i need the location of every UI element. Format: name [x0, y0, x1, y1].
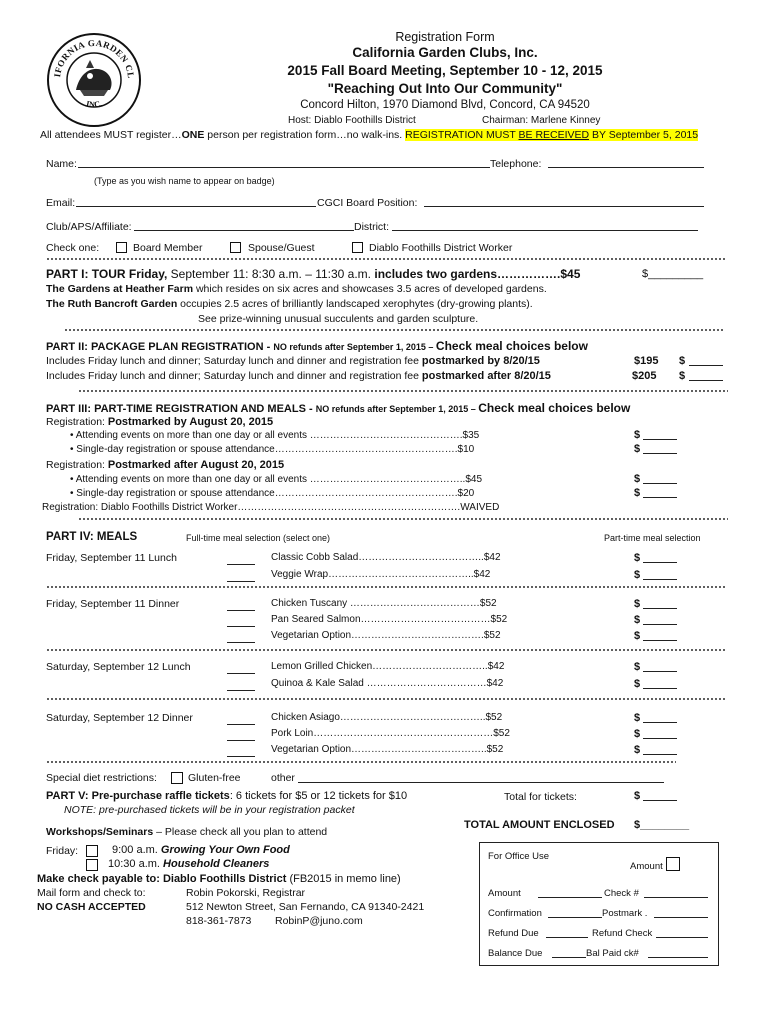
cgci-label: CGCI Board Position: — [317, 197, 418, 209]
meal-amount[interactable] — [643, 571, 677, 580]
package-desc: Includes Friday lunch and dinner; Saturday lunch and dinner and registration fee — [46, 370, 422, 382]
dollar-sign: $ — [634, 744, 641, 756]
dollar-sign: $ — [634, 443, 641, 455]
board-member-checkbox[interactable] — [116, 242, 127, 253]
part2-check-meals: Check meal choices below — [435, 339, 588, 353]
part3-worker: Registration: Diablo Foothills District Worker………………………………………………………….WAIVED — [42, 502, 500, 513]
district-worker-checkbox[interactable] — [352, 242, 363, 253]
part3-reg1 — [46, 416, 273, 428]
part3-amount-2[interactable] — [643, 445, 677, 454]
workshop-2 — [108, 858, 269, 870]
workshops-heading — [46, 826, 327, 838]
name-hint: (Type as you wish name to appear on badge) — [94, 176, 275, 186]
meal-amount[interactable] — [643, 632, 677, 641]
part3-title: PART III: PART-TIME REGISTRATION AND MEALS - — [46, 403, 316, 415]
seal-icon — [46, 32, 142, 128]
workshop-time: 10:30 a.m. — [108, 858, 164, 870]
tickets-amount[interactable] — [643, 792, 677, 801]
part3-reg2-single: • Single-day registration or spouse attendance……………………………………………….$20 — [70, 488, 475, 499]
org-name: California Garden Clubs, Inc. — [352, 45, 538, 60]
cgci-field[interactable] — [424, 197, 704, 207]
workshops-title: Workshops/Seminars — [46, 826, 154, 838]
part4-heading: PART IV: MEALS — [46, 531, 138, 543]
office-postmark-field[interactable] — [654, 908, 708, 918]
meal-item: Chicken Tuscany …………………………………$52 — [271, 598, 497, 609]
part3-reg2 — [46, 459, 284, 471]
separator — [46, 258, 726, 260]
office-refund-check-label: Refund Check — [592, 928, 653, 939]
dollar-sign: $ — [634, 678, 641, 690]
gluten-free-label: Gluten-free — [188, 772, 241, 784]
part2-heading — [46, 339, 588, 353]
dollar-sign: $ — [634, 614, 641, 626]
event-title: 2015 Fall Board Meeting, September 10 - 12, 2015 — [287, 63, 603, 78]
office-bal-paid-label: Bal Paid ck# — [586, 948, 639, 959]
workshop-time: 9:00 a.m. — [112, 844, 161, 856]
mail-label: Mail form and check to: — [37, 887, 146, 899]
dollar-sign: $ — [634, 569, 641, 581]
meal-day: Saturday, September 12 Dinner — [46, 712, 193, 724]
seal-top-text: IFORNIA GARDEN CL — [52, 37, 137, 80]
part1-garden2 — [46, 298, 533, 310]
dollar-sign: $ — [634, 552, 641, 564]
separator — [46, 649, 726, 651]
office-balance-due-field[interactable] — [552, 948, 586, 958]
meal-item: Pan Seared Salmon…………………………………$52 — [271, 614, 508, 625]
other-diet-field[interactable] — [298, 773, 664, 783]
office-amount-label: Amount — [488, 888, 521, 899]
notice-text: All attendees MUST register… — [40, 129, 182, 141]
meal-item: Classic Cobb Salad………………………………..$42 — [271, 552, 501, 563]
part1-title: PART I: TOUR Friday, — [46, 267, 168, 281]
package-row-late — [46, 370, 551, 382]
meal-select[interactable] — [227, 682, 255, 691]
package-early-amount[interactable] — [689, 357, 723, 366]
workshop-name: Growing Your Own Food — [160, 844, 290, 856]
meal-amount[interactable] — [643, 663, 677, 672]
district-field[interactable] — [392, 221, 698, 231]
package-price-late: $205 — [632, 370, 657, 382]
diet-label: Special diet restrictions: — [46, 772, 157, 784]
meal-amount[interactable] — [643, 600, 677, 609]
office-check-field[interactable] — [644, 888, 708, 898]
office-amount-box-label: Amount — [630, 861, 663, 872]
part3-amount-1[interactable] — [643, 431, 677, 440]
district-label: District: — [354, 221, 389, 233]
workshop-1-checkbox[interactable] — [86, 845, 98, 857]
meal-select[interactable] — [227, 732, 255, 741]
part3-reg1-single: • Single-day registration or spouse attendance……………………………………………….$10 — [70, 444, 475, 455]
check-one-label: Check one: — [46, 242, 100, 254]
meal-item: Vegetarian Option…………………………………..$52 — [271, 744, 504, 755]
dollar-sign: $ — [634, 790, 641, 802]
office-refund-check-field[interactable] — [656, 928, 708, 938]
package-desc: Includes Friday lunch and dinner; Saturday lunch and dinner and registration fee — [46, 355, 422, 367]
part5-title: PART V: Pre-purchase raffle tickets — [46, 790, 230, 802]
meal-item: Lemon Grilled Chicken……………………………..$42 — [271, 661, 505, 672]
package-price-early: $195 — [634, 355, 659, 367]
package-dollar: $ — [679, 370, 686, 382]
office-amount-checkbox[interactable] — [666, 857, 680, 871]
office-check-label: Check # — [604, 888, 639, 899]
chairman: Chairman: Marlene Kinney — [482, 115, 601, 126]
district-worker-label: Diablo Foothills District Worker — [369, 242, 513, 254]
telephone-label: Telephone: — [490, 158, 542, 170]
meal-select[interactable] — [227, 748, 255, 757]
seal-logo — [46, 32, 142, 128]
package-postmark: postmarked after 8/20/15 — [421, 370, 551, 382]
package-row-early — [46, 355, 540, 367]
memo-note: (FB2015 in memo line) — [286, 873, 401, 885]
registrar-phone: 818-361-7873 — [186, 915, 252, 927]
meal-select[interactable] — [227, 602, 255, 611]
part1-garden1 — [46, 283, 547, 295]
meal-select[interactable] — [227, 556, 255, 565]
board-member-label: Board Member — [133, 242, 203, 254]
package-late-amount[interactable] — [689, 372, 723, 381]
workshop-name: Household Cleaners — [163, 858, 270, 870]
office-balance-due-label: Balance Due — [488, 948, 543, 959]
part1-heading — [46, 267, 580, 281]
dollar-sign: $ — [634, 598, 641, 610]
email-label: Email: — [46, 197, 76, 209]
seal-bottom-text: INC. — [85, 99, 103, 110]
separator — [78, 390, 728, 392]
package-postmark: postmarked by 8/20/15 — [421, 355, 540, 367]
garden1-name: The Gardens at Heather Farm — [46, 283, 194, 295]
meal-amount[interactable] — [643, 714, 677, 723]
part2-title: PART II: PACKAGE PLAN REGISTRATION - — [46, 341, 274, 353]
single-day-price: Single-day registration or spouse attendance……………………………………………….$10 — [76, 444, 475, 455]
gluten-free-checkbox[interactable] — [171, 772, 183, 784]
meal-item: Pork Loin………………………………………………$52 — [271, 728, 510, 739]
telephone-field[interactable] — [548, 158, 704, 168]
meal-item: Vegetarian Option………………………………….$52 — [271, 630, 501, 641]
email-field[interactable] — [76, 197, 316, 207]
office-use-box — [479, 842, 719, 966]
part2-refund: NO refunds after September 1, 2015 – — [273, 342, 436, 352]
meal-item: Veggie Wrap……………………………………..$42 — [271, 569, 491, 580]
host: Host: Diablo Foothills District — [288, 115, 416, 126]
part1-price: includes two gardens…………….$45 — [374, 267, 581, 281]
separator — [46, 586, 726, 588]
total-amount[interactable]: $________ — [634, 819, 690, 831]
meal-amount[interactable] — [643, 730, 677, 739]
office-bal-paid-field[interactable] — [648, 948, 708, 958]
dollar-sign: $ — [634, 487, 641, 499]
meal-item: Quinoa & Kale Salad ………………………………$42 — [271, 678, 504, 689]
svg-text:INC. — [85, 99, 102, 109]
package-dollar: $ — [679, 355, 686, 367]
meal-day: Friday, September 11 Dinner — [46, 598, 180, 610]
payable-to — [37, 873, 401, 885]
separator — [46, 698, 726, 700]
single-day-price: Single-day registration or spouse attendance……………………………………………….$20 — [76, 488, 475, 499]
venue: Concord Hilton, 1970 Diamond Blvd, Concord, CA 94520 — [300, 99, 590, 111]
workshop-1 — [112, 844, 290, 856]
fulltime-label: Full-time meal selection (select one) — [186, 533, 331, 543]
event-theme: "Reaching Out Into Our Community" — [327, 81, 563, 96]
meal-select[interactable] — [227, 716, 255, 725]
part3-amount-3[interactable] — [643, 475, 677, 484]
raffle-note: NOTE: pre-purchased tickets will be in your registration packet — [64, 804, 355, 816]
meal-day: Saturday, September 12 Lunch — [46, 661, 191, 673]
meal-amount[interactable] — [643, 554, 677, 563]
raffle-prices: : 6 tickets for $5 or 12 tickets for $10 — [229, 790, 408, 802]
deadline-date: BY September 5, 2015 — [589, 129, 699, 141]
dollar-sign: $ — [634, 728, 641, 740]
meal-select[interactable] — [227, 634, 255, 643]
name-field[interactable] — [78, 158, 490, 168]
meal-amount[interactable] — [643, 746, 677, 755]
meal-select[interactable] — [227, 618, 255, 627]
notice-one: ONE — [181, 129, 205, 141]
spouse-guest-label: Spouse/Guest — [248, 242, 315, 254]
parttime-label: Part-time meal selection — [604, 533, 701, 543]
dollar-sign: $ — [634, 712, 641, 724]
registrar-address: 512 Newton Street, San Fernando, CA 91340-2421 — [186, 901, 425, 913]
garden1-desc: which resides on six acres and showcases 3.5 acres of developed gardens. — [193, 283, 547, 295]
dollar-sign: $ — [634, 473, 641, 485]
reg-label: Registration: — [46, 416, 108, 428]
attendance-notice — [40, 129, 698, 141]
payee: Make check payable to: Diablo Foothills District — [37, 873, 287, 885]
office-refund-due-label: Refund Due — [488, 928, 539, 939]
no-cash-notice: NO CASH ACCEPTED — [37, 901, 146, 913]
name-label: Name: — [46, 158, 77, 170]
dollar-sign: $ — [634, 661, 641, 673]
meal-select[interactable] — [227, 573, 255, 582]
workshops-friday: Friday: — [46, 845, 79, 857]
office-refund-due-field[interactable] — [546, 928, 588, 938]
other-label: other — [271, 772, 295, 784]
office-title: For Office Use — [488, 851, 550, 862]
club-label: Club/APS/Affiliate: — [46, 221, 132, 233]
part1-time: September 11: 8:30 a.m. – 11:30 a.m. — [167, 267, 375, 281]
reg-postmark: Postmarked after August 20, 2015 — [107, 459, 285, 471]
deadline-received: BE RECEIVED — [518, 129, 590, 141]
tickets-total-label: Total for tickets: — [504, 791, 577, 803]
separator — [64, 329, 724, 331]
form-title: Registration Form — [395, 30, 495, 44]
garden2-name: The Ruth Bancroft Garden — [46, 298, 178, 310]
office-confirmation-label: Confirmation — [488, 908, 542, 919]
garden2-desc: occupies 2.5 acres of brilliantly landscaped xerophytes (dry-growing plants). — [177, 298, 533, 310]
part3-amount-4[interactable] — [643, 489, 677, 498]
separator — [78, 518, 728, 520]
dollar-sign: $ — [634, 630, 641, 642]
dollar-sign: $ — [634, 429, 641, 441]
total-label: TOTAL AMOUNT ENCLOSED — [464, 819, 615, 831]
meal-item: Chicken Asiago……………………………………..$52 — [271, 712, 503, 723]
separator — [46, 761, 676, 763]
meal-amount[interactable] — [643, 616, 677, 625]
part3-check-meals: Check meal choices below — [478, 401, 631, 415]
part3-refund: NO refunds after September 1, 2015 – — [315, 404, 479, 414]
deadline-highlight: REGISTRATION MUST — [405, 129, 519, 141]
club-field[interactable] — [134, 221, 354, 231]
registrar-name: Robin Pokorski, Registrar — [186, 887, 306, 899]
workshops-instruction: – Please check all you plan to attend — [153, 826, 328, 838]
spouse-guest-checkbox[interactable] — [230, 242, 241, 253]
registrar-email[interactable]: RobinP@juno.com — [275, 915, 363, 927]
part3-reg2-multi: • Attending events on more than one day or all events ………………………………………..$45 — [70, 474, 483, 485]
multi-day-price: Attending events on more than one day or all events ………………………………………..$45 — [75, 474, 483, 485]
notice-mid: person per registration form…no walk-ins. — [204, 129, 406, 141]
meal-select[interactable] — [227, 665, 255, 674]
workshop-2-checkbox[interactable] — [86, 859, 98, 871]
meal-amount[interactable] — [643, 680, 677, 689]
reg-label: Registration: — [46, 459, 108, 471]
part1-amount[interactable]: $_________ — [642, 268, 704, 280]
meal-day: Friday, September 11 Lunch — [46, 552, 177, 564]
office-confirmation-field[interactable] — [548, 908, 602, 918]
office-postmark-label: Postmark . — [602, 908, 648, 919]
part3-reg1-multi: • Attending events on more than one day or all events ……………………………………….$35 — [70, 430, 480, 441]
part5-heading — [46, 790, 407, 802]
part1-note: See prize-winning unusual succulents and garden sculpture. — [198, 313, 479, 325]
part3-heading — [46, 401, 630, 415]
office-amount-field[interactable] — [538, 888, 602, 898]
reg-postmark: Postmarked by August 20, 2015 — [107, 416, 274, 428]
multi-day-price: Attending events on more than one day or all events ……………………………………….$35 — [75, 430, 480, 441]
